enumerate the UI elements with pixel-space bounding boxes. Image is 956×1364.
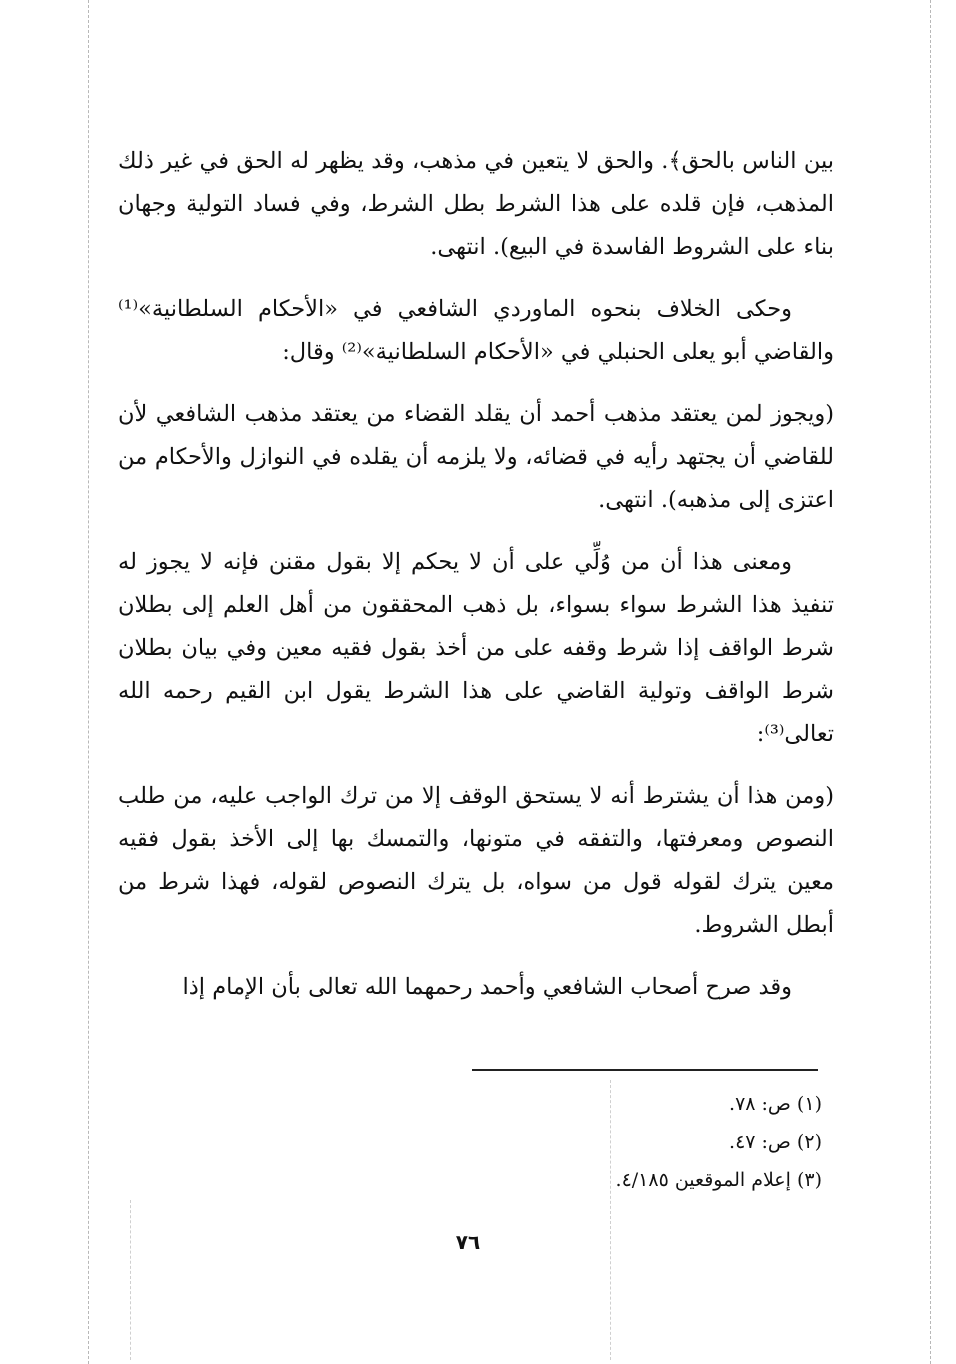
paragraph-4: ومعنى هذا أن من وُلِّي على أن لا يحكم إلا بقول مقنن فإنه لا يجوز له تنفيذ هذا الشرط سواء بسواء، بل ذهب المحققون من أهل العلم إلى بطلان شرط الواقف إذا شرط وقفه على من أخذ بقول فقيه معين وفي بيان بطلان شرط الواقف وتولية القاضي على هذا الشرط يقول ابن القيم رحمه الله تعالى⁽³⁾: xyxy=(118,549,834,747)
main-text xyxy=(118,140,834,1009)
footnote-2: (٢) ص: ٤٧. xyxy=(729,1131,822,1153)
footnote-3: (٣) إعلام الموقعين ٤/١٨٥. xyxy=(615,1169,822,1191)
paragraph-3-quote: (ويجوز لمن يعتقد مذهب أحمد أن يقلد القضاء من يعتقد مذهب الشافعي لأن للقاضي أن يجتهد رأيه في قضائه، ولا يلزمه أن يقلده في النوازل والأحكام من اعتزى إلى مذهبه). انتهى. xyxy=(118,401,834,513)
paragraph-2: وحكى الخلاف بنحوه الماوردي الشافعي في «الأحكام السلطانية»⁽¹⁾ والقاضي أبو يعلى الحنبلي في «الأحكام السلطانية»⁽²⁾ وقال: xyxy=(118,296,834,365)
scan-guide-line-lower xyxy=(130,1200,131,1360)
paragraph-1: بين الناس بالحق﴾. والحق لا يتعين في مذهب، وقد يظهر له الحق في غير ذلك المذهب، فإن قلده على هذا الشرط بطل الشرط، وفي فساد التولية وجهان بناء على الشروط الفاسدة في البيع). انتهى. xyxy=(118,148,834,260)
footnote-separator xyxy=(472,1069,818,1071)
paragraph-6: وقد صرح أصحاب الشافعي وأحمد رحمهما الله تعالى بأن الإمام إذا xyxy=(182,974,792,1000)
scan-guide-line-right xyxy=(930,0,931,1364)
footnote-1: (١) ص: ٧٨. xyxy=(729,1093,822,1115)
footnotes xyxy=(440,1085,822,1199)
page-number: ٧٦ xyxy=(455,1230,481,1254)
scan-guide-line-left xyxy=(88,0,89,1364)
paragraph-5-quote: (ومن هذا أن يشترط أنه لا يستحق الوقف إلا من ترك الواجب عليه، من طلب النصوص ومعرفتها، والتفقه في متونها، والتمسك بها إلى الأخذ بقول فقيه معين يترك لقوله قول من سواه، بل يترك النصوص لقوله، فهذا شرط من أبطل الشروط. xyxy=(118,783,834,938)
